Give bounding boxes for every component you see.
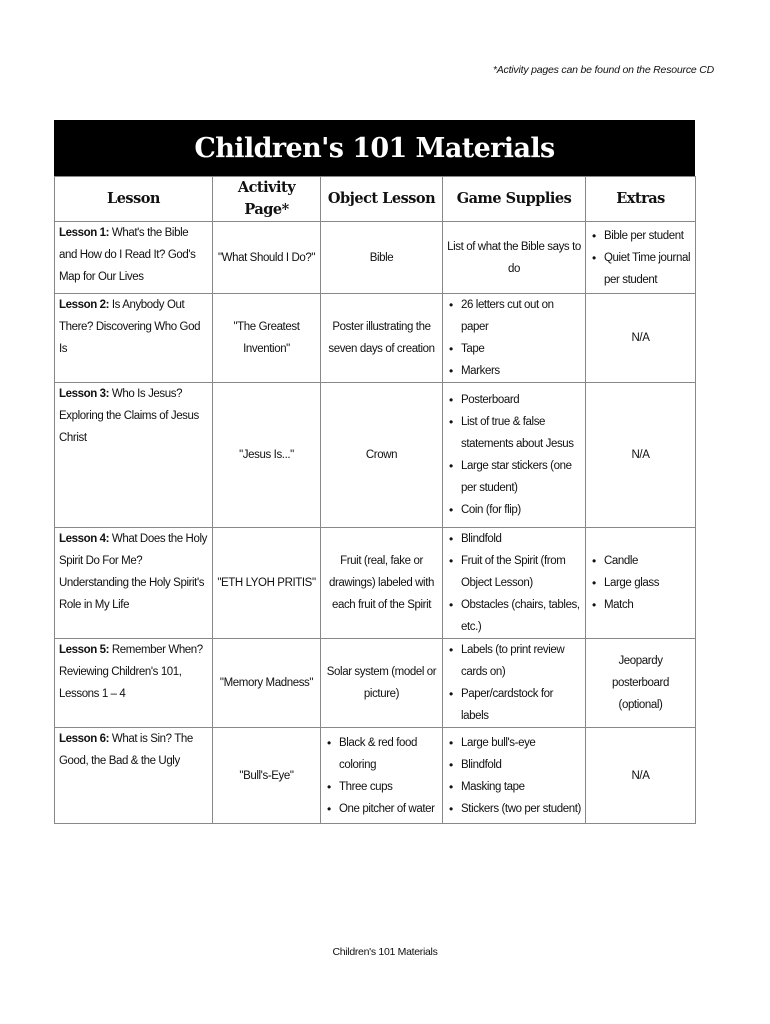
extras-cell: [586, 528, 696, 639]
header-lesson: Lesson: [55, 177, 213, 222]
lesson-cell: [55, 728, 213, 824]
list-item: • Large glass: [590, 572, 691, 594]
object-lesson-cell: Bible: [321, 222, 443, 294]
game-supplies-cell: [443, 728, 586, 824]
list-item: • Black & red food coloring: [325, 732, 438, 776]
activity-page-cell: "What Should I Do?": [213, 222, 321, 294]
game-supplies-cell: [443, 639, 586, 728]
list-item: • One pitcher of water: [325, 798, 438, 820]
list-item: • Posterboard: [447, 389, 581, 411]
list-item: • Bible per student: [590, 225, 691, 247]
extras-list: [590, 550, 691, 616]
lesson-title: What is Sin? The Good, the Bad & the Ugly: [59, 733, 193, 767]
header-extras: Extras: [586, 177, 696, 222]
table-row: [55, 639, 696, 728]
lesson-cell: [55, 639, 213, 728]
resource-cd-note: *Activity pages can be found on the Resource CD: [492, 64, 714, 76]
list-item: • Paper/cardstock for labels: [447, 683, 581, 727]
extras-cell: N/A: [586, 728, 696, 824]
list-item: • Large star stickers (one per student): [447, 455, 581, 499]
table-title: Children's 101 Materials: [54, 120, 695, 176]
activity-page-cell: "ETH LYOH PRITIS": [213, 528, 321, 639]
lesson-number: Lesson 4:: [59, 533, 110, 545]
game-supplies-list: [447, 294, 581, 382]
extras-cell: [586, 222, 696, 294]
lesson-number: Lesson 3:: [59, 388, 110, 400]
object-lesson-cell: Fruit (real, fake or drawings) labeled with each fruit of the Spirit: [321, 528, 443, 639]
header-activity-page: Activity Page*: [213, 177, 321, 222]
lesson-cell: [55, 294, 213, 383]
game-supplies-list: [447, 389, 581, 521]
table-row: [55, 728, 696, 824]
table-row: [55, 383, 696, 528]
list-item: • 26 letters cut out on paper: [447, 294, 581, 338]
list-item: • Match: [590, 594, 691, 616]
activity-page-cell: "Jesus Is...": [213, 383, 321, 528]
object-lesson-cell: Crown: [321, 383, 443, 528]
lesson-number: Lesson 2:: [59, 299, 110, 311]
lesson-number: Lesson 5:: [59, 644, 110, 656]
lesson-title: What's the Bible and How do I Read It? God's Map for Our Lives: [59, 227, 196, 283]
lesson-number: Lesson 1:: [59, 227, 110, 239]
game-supplies-cell: [443, 294, 586, 383]
object-lesson-cell: Solar system (model or picture): [321, 639, 443, 728]
extras-cell: Jeopardy posterboard (optional): [586, 639, 696, 728]
header-object-lesson: Object Lesson: [321, 177, 443, 222]
header-row: [55, 177, 696, 222]
list-item: • Candle: [590, 550, 691, 572]
list-item: • Coin (for flip): [447, 499, 581, 521]
lesson-title: Remember When? Reviewing Children's 101, Lessons 1 – 4: [59, 644, 203, 700]
lesson-title: What Does the Holy Spirit Do For Me? Understanding the Holy Spirit's Role in My Life: [59, 533, 207, 611]
activity-page-cell: "Memory Madness": [213, 639, 321, 728]
list-item: • Stickers (two per student): [447, 798, 581, 820]
extras-cell: N/A: [586, 383, 696, 528]
table-row: [55, 222, 696, 294]
list-item: • Labels (to print review cards on): [447, 639, 581, 683]
materials-table: [54, 176, 696, 824]
activity-page-cell: "Bull's-Eye": [213, 728, 321, 824]
extras-cell: N/A: [586, 294, 696, 383]
table-row: [55, 294, 696, 383]
game-supplies-list: [447, 639, 581, 727]
list-item: • Markers: [447, 360, 581, 382]
object-lesson-cell: Poster illustrating the seven days of creation: [321, 294, 443, 383]
object-lesson-list: [325, 732, 438, 820]
list-item: • Tape: [447, 338, 581, 360]
extras-list: [590, 225, 691, 291]
lesson-cell: [55, 383, 213, 528]
page-footer: Children's 101 Materials: [332, 946, 438, 958]
list-item: • Fruit of the Spirit (from Object Lesson): [447, 550, 581, 594]
game-supplies-list: [447, 528, 581, 638]
list-item: • Large bull's-eye: [447, 732, 581, 754]
activity-page-cell: "The Greatest Invention": [213, 294, 321, 383]
table-row: [55, 528, 696, 639]
list-item: • Quiet Time journal per student: [590, 247, 691, 291]
list-item: • Blindfold: [447, 528, 581, 550]
game-supplies-cell: [443, 383, 586, 528]
lesson-cell: [55, 528, 213, 639]
list-item: • Obstacles (chairs, tables, etc.): [447, 594, 581, 638]
game-supplies-list: [447, 732, 581, 820]
list-item: • Blindfold: [447, 754, 581, 776]
materials-table-container: [54, 120, 695, 824]
list-item: • Masking tape: [447, 776, 581, 798]
game-supplies-cell: List of what the Bible says to do: [443, 222, 586, 294]
lesson-title: Who Is Jesus? Exploring the Claims of Jesus Christ: [59, 388, 199, 444]
header-game-supplies: Game Supplies: [443, 177, 586, 222]
lesson-cell: [55, 222, 213, 294]
lesson-title: Is Anybody Out There? Discovering Who God Is: [59, 299, 201, 355]
game-supplies-cell: [443, 528, 586, 639]
lesson-number: Lesson 6:: [59, 733, 110, 745]
list-item: • Three cups: [325, 776, 438, 798]
object-lesson-cell: [321, 728, 443, 824]
list-item: • List of true & false statements about Jesus: [447, 411, 581, 455]
